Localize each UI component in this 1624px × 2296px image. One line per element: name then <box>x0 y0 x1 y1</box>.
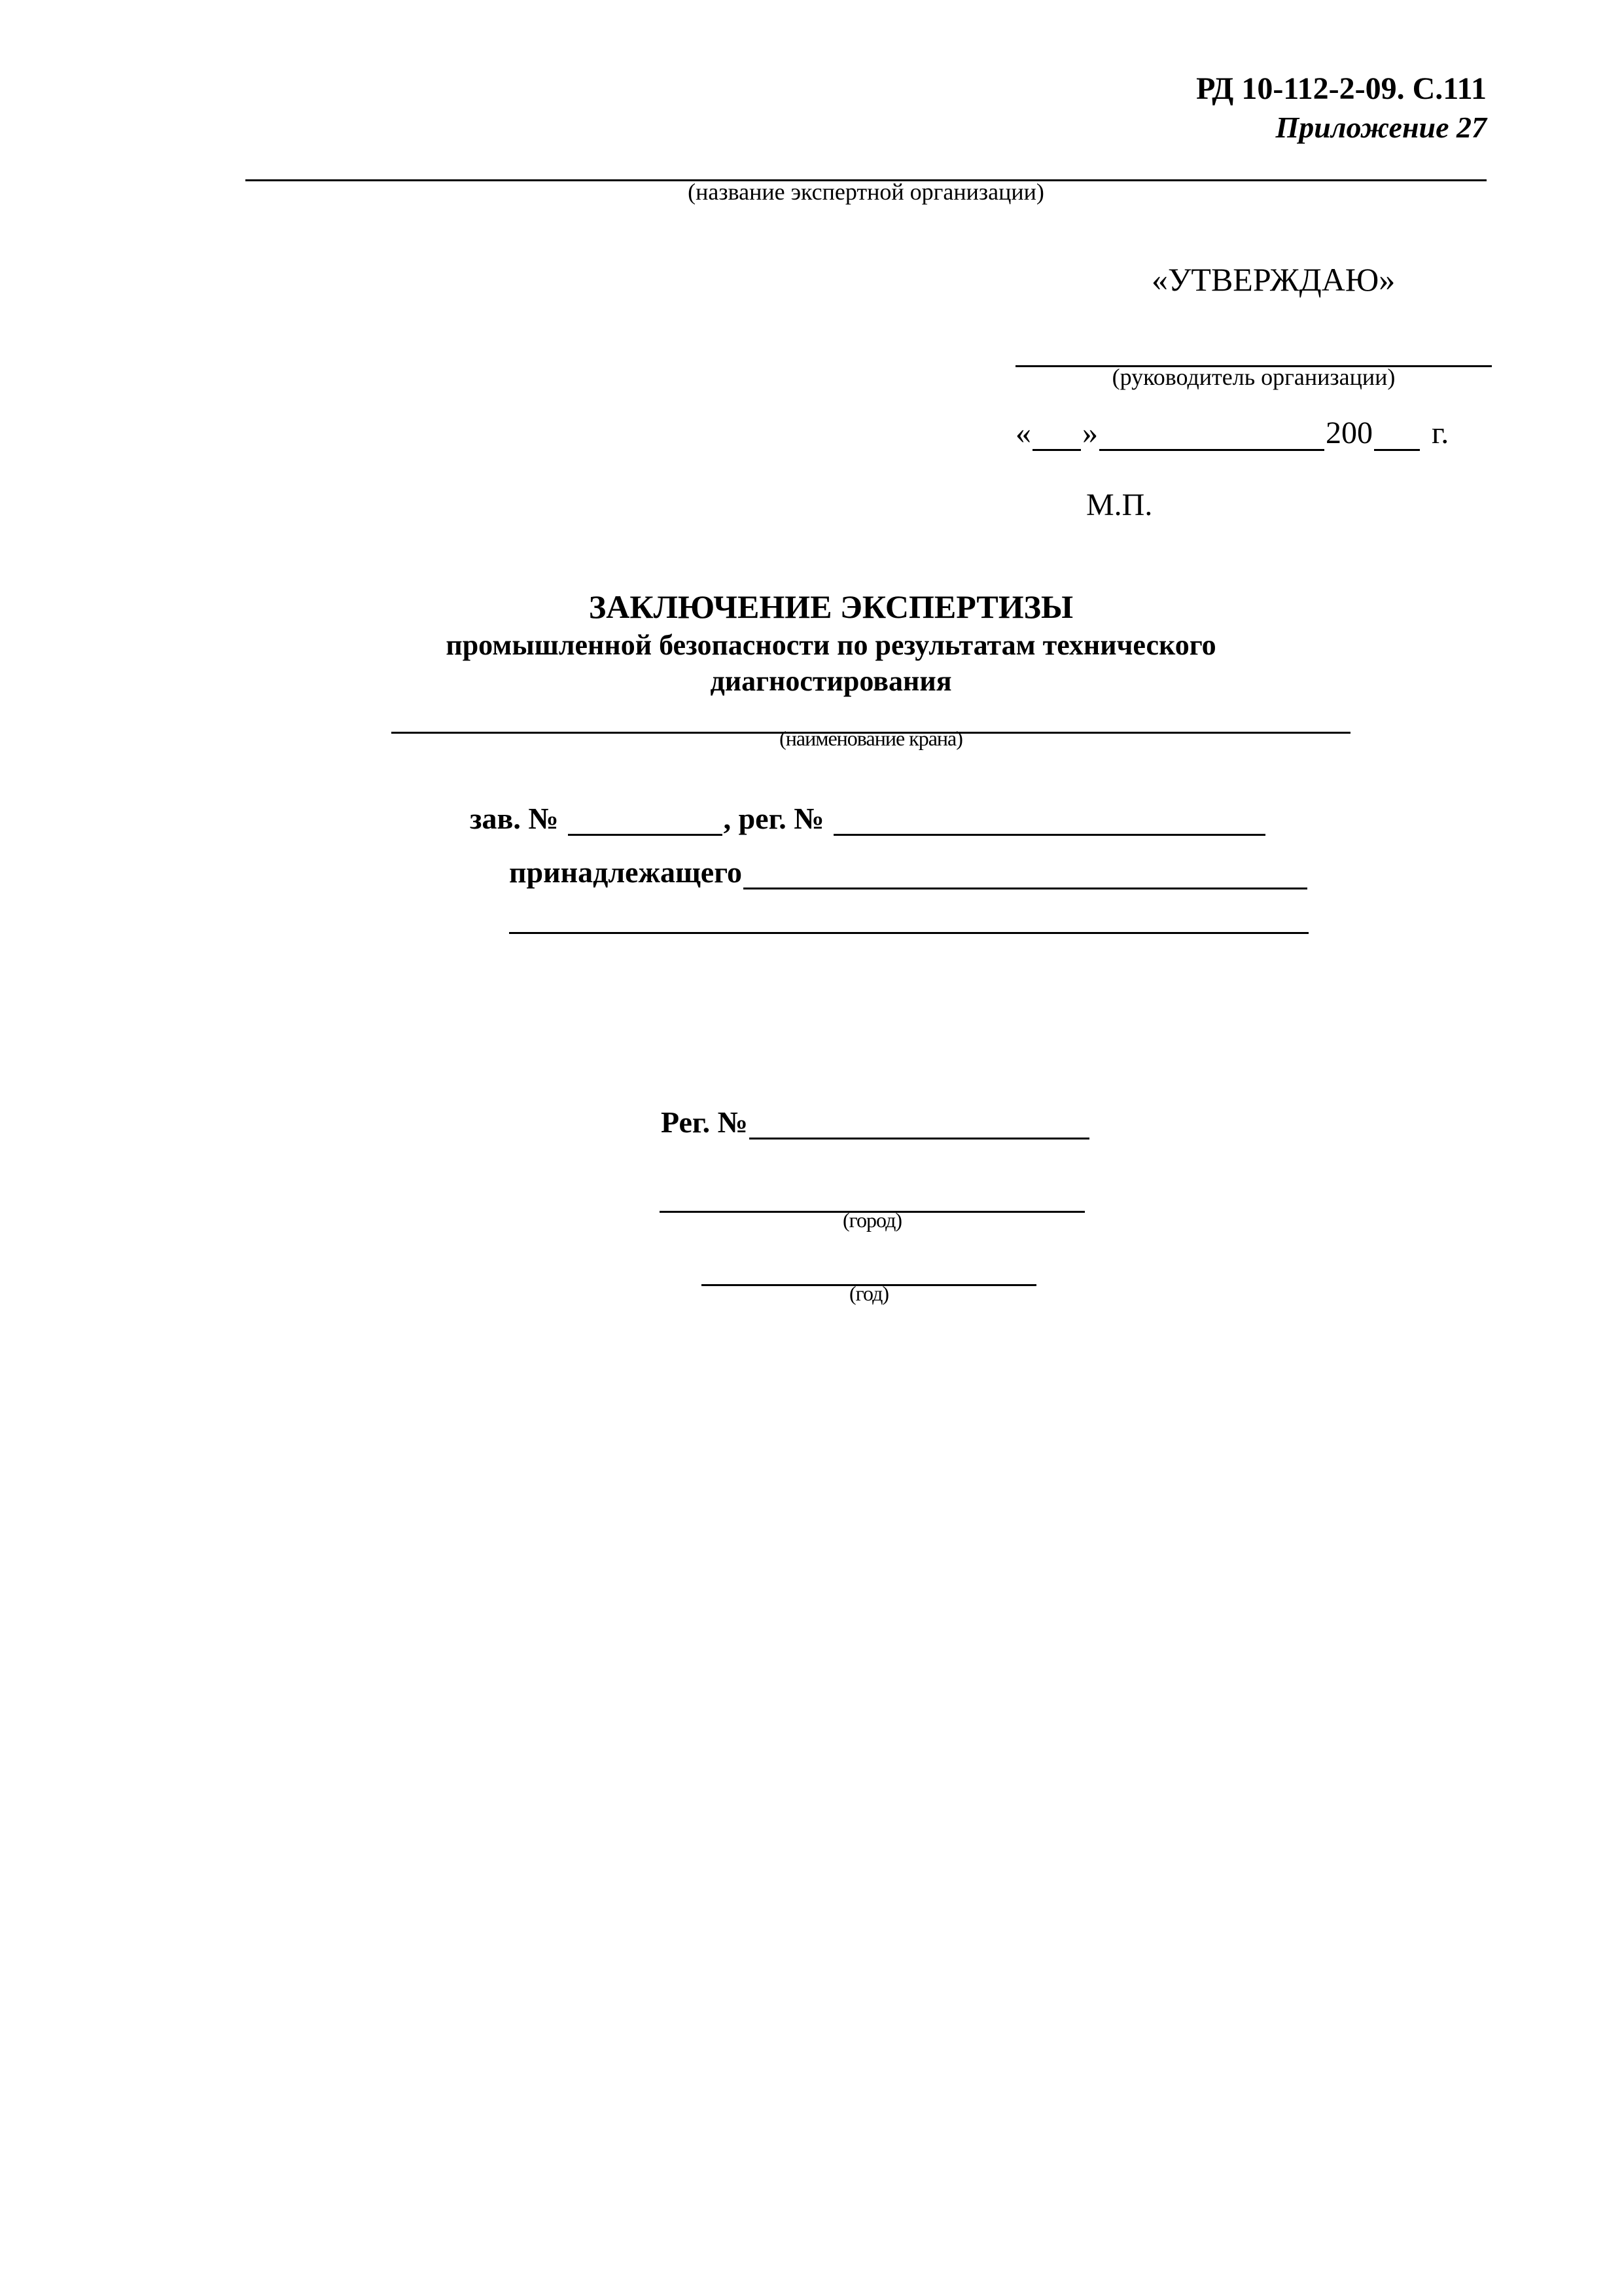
expert-org-caption: (название экспертной организации) <box>688 179 1044 205</box>
appendix-number: Приложение 27 <box>1275 111 1487 144</box>
document-title: ЗАКЛЮЧЕНИЕ ЭКСПЕРТИЗЫ <box>588 588 1074 625</box>
owner-row <box>509 855 1309 889</box>
owner-field-line2[interactable] <box>509 932 1309 934</box>
serial-reg-row <box>470 801 1267 836</box>
date-open-quote: « <box>1015 416 1031 450</box>
date-day-field[interactable] <box>1033 423 1081 451</box>
date-year-field[interactable] <box>1374 423 1420 451</box>
head-caption: (руководитель организации) <box>1112 364 1396 390</box>
reg-number-field[interactable] <box>834 808 1265 836</box>
approval-label: «УТВЕРЖДАЮ» <box>1152 261 1396 298</box>
footer-reg-field[interactable] <box>749 1111 1089 1139</box>
stamp-place: М.П. <box>1086 488 1153 522</box>
document-code: РД 10-112-2-09. С.111 <box>1196 71 1487 106</box>
document-subtitle-line2: диагностирования <box>710 665 952 697</box>
owner-field[interactable] <box>743 861 1307 889</box>
crane-name-caption: (наименование крана) <box>779 726 962 750</box>
date-year-prefix: 200 <box>1326 416 1373 450</box>
reg-number-label: , рег. № <box>723 802 824 835</box>
owner-label: принадлежащего <box>509 855 742 889</box>
serial-number-field[interactable] <box>568 808 722 836</box>
footer-reg-label: Рег. № <box>661 1105 748 1139</box>
date-year-suffix: г. <box>1432 416 1449 450</box>
date-close-quote: » <box>1082 416 1098 450</box>
approval-date-row <box>1015 415 1449 451</box>
serial-number-label: зав. № <box>470 802 559 835</box>
footer-reg-row <box>661 1105 1091 1139</box>
year-caption: (год) <box>849 1282 889 1305</box>
document-subtitle-line1: промышленной безопасности по результатам технического <box>446 629 1216 661</box>
date-month-field[interactable] <box>1099 423 1324 451</box>
city-caption: (город) <box>843 1208 902 1232</box>
